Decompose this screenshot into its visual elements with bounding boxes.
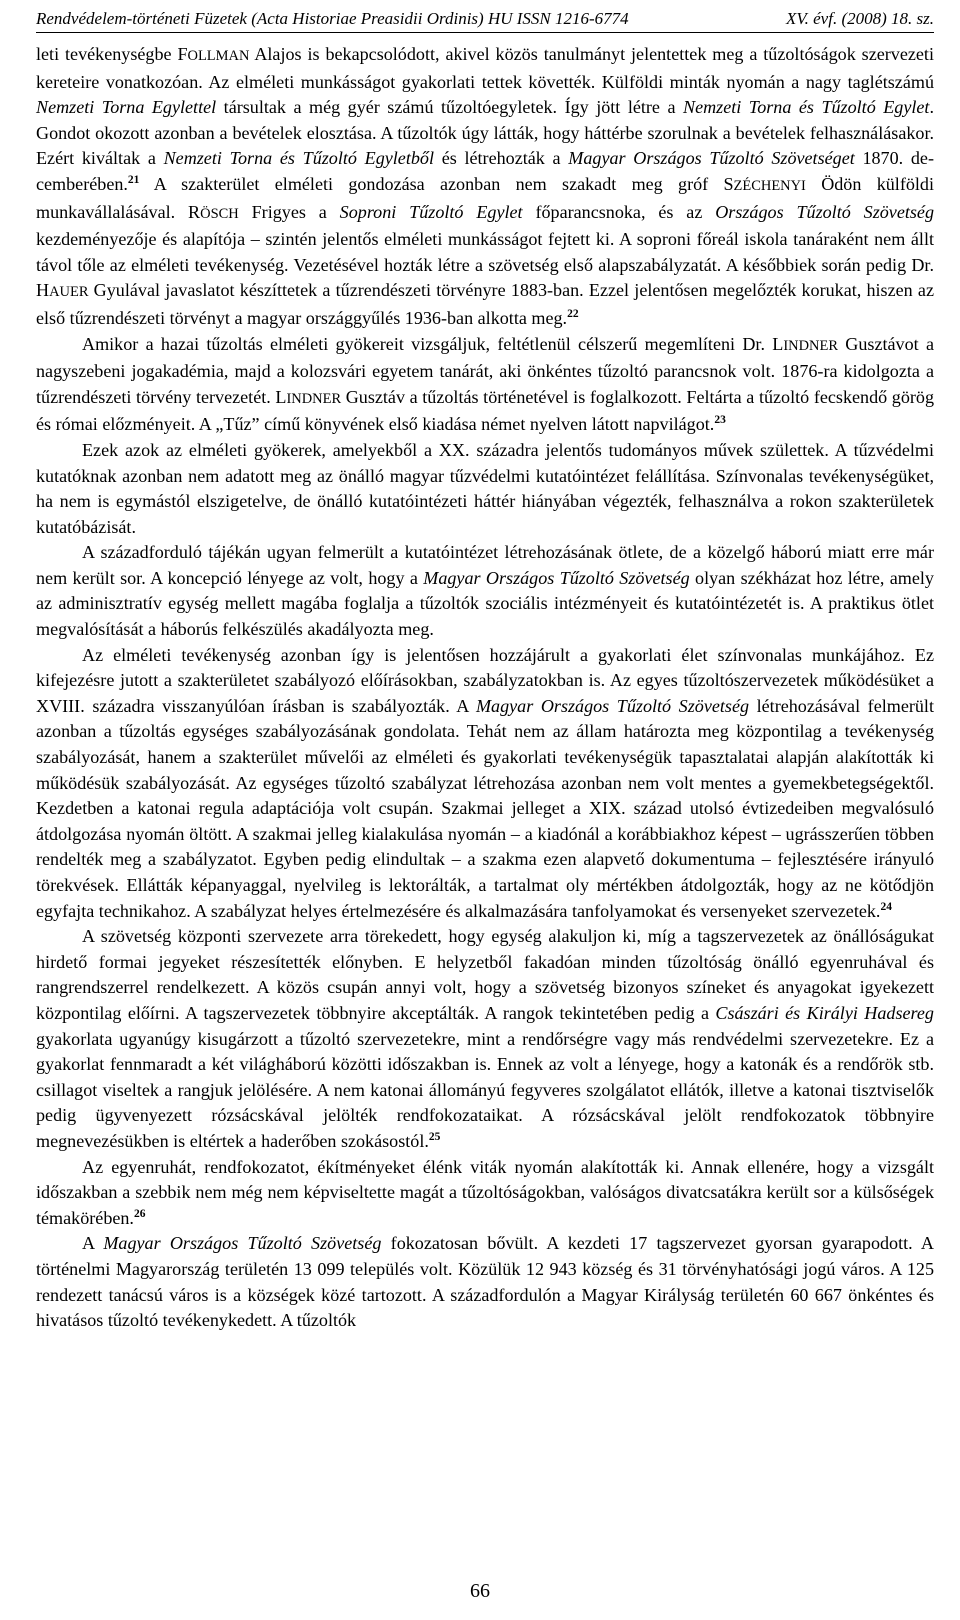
paragraph: [36, 438, 934, 540]
italic-title: Császári és Királyi Hadsereg: [715, 1002, 934, 1023]
paragraph: [36, 643, 934, 925]
small-caps-name: OLLMAN: [187, 48, 250, 64]
text-run: Gusztávot a nagyszebeni jogakadémia, majd a kolozsvári egyetem tanárát, aki önkéntes tűzoltó parancsnok volt. 1876-ra kidolgozta a tűzrendészeti törvény tervezetét. L: [36, 333, 934, 407]
text-run: Ezek azok az elméleti gyökerek, amelyekből a XX. századra jelentős tudományos művek születtek. A tűzvédelmi kutatóknak azonban nem adatott meg az önálló magyar tűzvédelmi kutatóintézet felállítása. Színvonalas tevékenységüket, ha nem is egymástól elszigetelve, de önálló kutatóintézeti háttér hiányában végezték, felhasználva a rokon szakterületek kutatóbázisát.: [36, 439, 934, 537]
paragraph: [36, 1155, 934, 1232]
text-run: és létrehozták a: [434, 148, 569, 169]
text-run: fokozatosan bővült. A kezdeti 17 tagszervezet gyorsan gyarapodott. A történelmi Magyarország területén 13 099 település volt. Közülük 12 943 község és 31 törvényhatósági jogú város. A 125 rendezett tanácsú város is a községek közé tartozott. A századfordulón a Magyar Királyság területén 60 667 önkéntes és hivatásos tűzoltó tevékenykedett. A tűzoltók: [36, 1233, 935, 1331]
italic-title: Nemzeti Torna és Tűzoltó Egyletből: [163, 148, 434, 169]
text-run: Az egyenruhát, rendfokozatot, ékítményeket élénk viták nyomán alakították ki. Annak ellenére, hogy a vizsgált időszakban a szebbik nem még nem képviseltette magát a tűzoltóságokban, valóságos divatcsatákra került sor a külsőségek témakörében.: [36, 1156, 934, 1228]
paragraph: [36, 924, 934, 1154]
text-run: A századforduló tájékán ugyan felmerült a kutatóintézet létrehozásának ötlete, de a közelgő háború miatt erre már nem került sor. A koncepció lényege az volt, hogy a: [36, 542, 934, 588]
italic-title: Magyar Országos Tűzoltó Szövetség: [423, 567, 690, 588]
text-run: létrehozásával felmerült azonban a tűzoltás egységes szabályozásának gondolata. Tehát nem az állam határozta meg központilag a tevékenység szabályozását, hanem a szakterület művelői az elméleti és gyakorlati tevékenységük tapasztalatai alapján alakították ki működésük szabályozását. Az egységes tűzoltó szabályzat létrehozása azonban nem volt mentes a gyemekbetegségektől. Kezdetben a katonai regula adaptációja volt csupán. Szakmai jelleget a XIX. század utolsó évtizedeiben megvalósuló átdolgozása nyomán öltött. A szakmai jelleg kialakulása nyomán – a kiadónál a korábbiakhoz képest – ugrásszerűen többen rendelték meg a szabályzatot. Egyben pedig elindultak – a szakma ezen alapvető dokumentuma – fejlesztésére irányuló törekvések. Ellátták képanyaggal, nyelvileg is lektorálták, a tartalmat oly mértékben átdolgozták, hogy az ne kötődjön egyfajta technikahoz. A szabályzat helyes értelmezésére és alkalmazására tanfolyamokat és versenyeket szervezetek.: [36, 695, 934, 921]
page-number: 66: [470, 1580, 490, 1602]
paragraph: [36, 42, 934, 332]
small-caps-name: ZÉCHENYI: [733, 177, 806, 194]
text-run: leti tevékenységbe F: [36, 44, 188, 64]
footnote-ref: 22: [567, 307, 579, 320]
small-caps-name: ÖSCH: [200, 205, 239, 222]
text-run: Frigyes a: [238, 201, 340, 222]
italic-title: Nemzeti Torna és Tűzoltó Egylet: [683, 97, 930, 118]
italic-title: Magyar Országos Tűzoltó Szövetség: [475, 695, 750, 716]
footnote-ref: 24: [880, 900, 892, 913]
footnote-ref: 26: [133, 1207, 146, 1220]
text-run: Amikor a hazai tűzoltás elméleti gyökereit vizsgáljuk, feltétlenül célszerű megemlíteni Dr. L: [82, 333, 784, 354]
small-caps-name: INDNER: [783, 337, 838, 354]
italic-title: Magyar Országos Tűzoltó Szövetség: [103, 1233, 382, 1254]
text-run: Gyulával javaslatot készíttetek a tűzrendészeti törvényre 1883-ban. Ezzel jelentősen megelőzték korukat, hiszen az első tűzrendészeti törvényt a magyar országgyűlés 1936-ban alkotta meg.: [36, 280, 934, 328]
text-run: A: [82, 1233, 104, 1254]
paragraph: [36, 540, 934, 642]
text-run: 1870. decemberében.: [36, 148, 934, 194]
text-run: Az elméleti tevékenység azonban így is jelentősen hozzájárult a gyakorlati élet színvonalas munkájához. Ez kifejezésre jutott a szakterületet szabályozó előírásokban, szabályzatokban is. Az egyes tűzoltószervezetek működésüket a XVIII. századra visszanyúlóan írásban is szabályozták. A: [36, 644, 934, 716]
text-run: olyan székházat hoz létre, amely az adminisztratív egység mellett magába foglalja a tűzoltók szociális intézményeit és kutatóintézetét is. A praktikus ötlet megvalósítását a háborús felkészülés akadályozta meg.: [36, 567, 934, 640]
text-run: gyakorlata ugyanúgy kisugárzott a tűzoltó szervezetekre, mint a rendőrségre vagy más rendvédelmi szervezetekre. Ez a gyakorlat fennmaradt a két világháború közötti időszakban is. Ennek az volt a lényege, hogy a katonák és a rendőrök stb. csillagot viseltek a rangjuk jelölésére. A nem katonai állományú fegyveres szolgálatot ellátók, illetve a katonai tisztviselők pedig ügyvenyezett rózsácskával jelölték rendfokozataikat. A rózsácskával jelölt rendfokozatok többnyire megnevezésükben is eltértek a haderőben szokásostól.: [36, 1028, 934, 1151]
text-run: Alajos is bekapcsolódott, akivel közös tanulmányt jelentettek meg a tűzoltóságok szervezeti kereteire vonatkozóan. Az elméleti munkásságot gyakorlati tettek követték. Külföldi minták nyomán a nagy taglétszámú: [36, 44, 934, 92]
text-run: . Gondot okozott azonban a bevételek elosztása. A tűzoltók úgy látták, hogy háttérbe szorulnak a bevételek felhasználásakor. Ezért kiváltak a: [36, 97, 934, 169]
body-text: [36, 42, 934, 1334]
italic-title: Nemzeti Torna Egylettel: [36, 97, 217, 118]
text-run: A szövetség központi szervezete arra törekedett, hogy egység alakuljon ki, míg a tagszervezetek az önállóságukat hirdető formai jegyeket részesítették előnyben. E helyzetből fakadóan minden tűzoltóság önálló egyenruhával és rangrendszerrel rendelkezett. A közös csupán annyi volt, hogy a szövetség bizonyos színeket és anyagokat igyekezett központilag előírni. A tagszervezetek többnyire akceptálták. A rangok tekintetében pedig a: [36, 926, 934, 1023]
footnote-ref: 23: [714, 414, 726, 427]
journal-title: Rendvédelem-történeti Füzetek (Acta Historiae Preasidii Ordinis) HU ISSN 1216-6774: [36, 9, 629, 28]
text-run: Gusztáv a tűzoltás történetével is foglalkozott. Feltárta a tűzoltó fecskendő görög és római előzményeit. A „Tűz” című könyvének első kiadása német nyelven látott napvilágot.: [36, 386, 934, 435]
italic-title: Soproni Tűzoltó Egylet: [339, 201, 523, 222]
italic-title: Magyar Országos Tűzoltó Szövetséget: [568, 148, 855, 169]
footnote-ref: 21: [127, 173, 140, 186]
text-run: társultak a még gyér számú tűzoltóegyletek. Így jött létre a: [216, 97, 683, 118]
volume-info: XV. évf. (2008) 18. sz.: [786, 9, 934, 28]
text-run: kezdeményezője és alapítója – szintén jelentős elméleti munkásságot fejtett ki. A soproni főreál iskola tanáraként nem állt távol tőle az elméleti tevékenység. Vezetésével hozták létre a szövetség első alapszabályzatát. A későbbiek során pedig Dr. H: [36, 229, 934, 301]
footnote-ref: 25: [428, 1130, 441, 1143]
small-caps-name: AUER: [49, 284, 89, 301]
text-run: A szakterület elméleti gondozása azonban nem szakadt meg gróf S: [139, 173, 734, 194]
text-run: Ödön külföldi munkavállalásával. R: [36, 173, 934, 222]
running-header: [36, 6, 934, 33]
paragraph: [36, 1231, 934, 1333]
small-caps-name: INDNER: [286, 390, 342, 407]
italic-title: Országos Tűzoltó Szövetség: [715, 201, 934, 222]
paragraph: [36, 332, 934, 438]
text-run: főparancsnoka, és az: [522, 201, 716, 222]
